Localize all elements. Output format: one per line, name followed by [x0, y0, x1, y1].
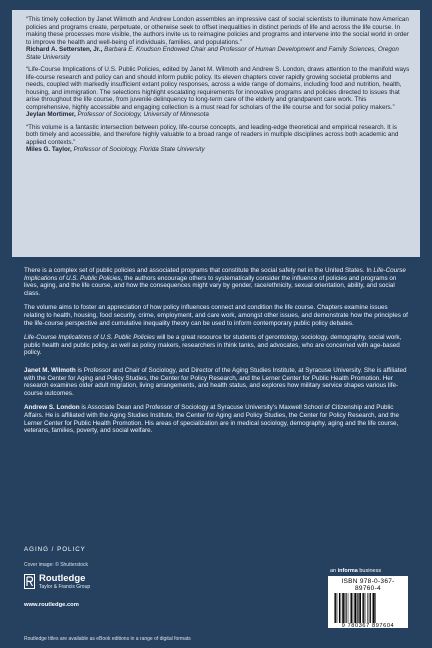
- barcode-bar: [344, 593, 345, 623]
- description-text: , the authors encourage others to systematically consider the influence of policies and programs on lives, aging, and the life course, and how the consequences might vary by gender, race/ethnicity, sexual orientation, ability, and social class.: [24, 274, 397, 297]
- routledge-logo-icon: [24, 574, 35, 589]
- barcode-bar: [372, 593, 373, 623]
- cover-image-credit: Cover image: © Shutterstock: [24, 562, 88, 568]
- barcode-bar: [375, 593, 376, 623]
- barcode-bar: [350, 593, 351, 623]
- barcode-bar: [335, 593, 336, 623]
- publisher-logo: [24, 574, 90, 590]
- barcode-bar: [342, 593, 344, 623]
- endorsement-attribution: [26, 146, 410, 154]
- endorser-name: Jeylan Mortimer,: [26, 111, 76, 118]
- author-name: Andrew S. London: [24, 404, 80, 412]
- endorsement-text: “This timely collection by Janet Wilmoth and Andrew London assembles an impressive cast of social scientists to illuminate how American policies and programs create, perpetuate, or otherwise seek to offset inequalities in distinct periods of life and across the life course. In making these processes more visible, the authors invite us to reimagine policies and programs and intervene into the social world in order to improve the health and well-being of individuals, families, and populations.”: [26, 16, 409, 46]
- book-title-italic: Life-Course Implications of U.S. Public Policies: [24, 334, 155, 342]
- barcode-bar: [370, 593, 371, 623]
- endorsement-quote: [26, 66, 410, 119]
- author-bio: [24, 404, 408, 434]
- barcode-bar: [357, 593, 358, 623]
- author-name: Janet M. Wilmoth: [24, 366, 76, 374]
- endorsements-panel: [12, 10, 420, 257]
- barcode-bar: [363, 593, 364, 623]
- endorsement-quote: [26, 16, 410, 61]
- endorser-title: Barbara E. Knudson Endowed Chair and Professor of Human Development and Family Sciences, Oregon State University: [26, 46, 399, 61]
- barcode-bar: [358, 593, 359, 623]
- barcode-bar: [365, 593, 366, 623]
- endorser-title: Professor of Sociology, Florida State University: [73, 146, 205, 153]
- book-title-italic: Life-Course Implications of U.S. Public Policies: [24, 267, 406, 282]
- publisher-url[interactable]: www.routledge.com: [24, 602, 79, 608]
- barcode-bar: [369, 593, 370, 623]
- author-bio: [24, 367, 408, 397]
- publisher-name: Routledge: [39, 573, 86, 584]
- author-bio-text: is Professor and Chair of Sociology, and Director of the Aging Studies Institute, at Syracuse University. She is affiliated with the Center for Aging and Policy Studies, the Center for Policy Research, and the Lerner Center for Public Health Promotion. Her research examines older adult migration, living arrangements, and health status, and explores how military service shapes various life-course outcomes.: [24, 366, 407, 397]
- informa-business-mark: [330, 568, 381, 574]
- barcode-icon: [333, 593, 403, 623]
- barcode-bar: [348, 593, 349, 623]
- description-text: There is a complex set of public policies and associated programs that constitute the social safety net in the United States. In: [24, 267, 374, 274]
- description-paragraph: [24, 334, 408, 357]
- barcode-bar: [334, 593, 335, 623]
- barcode-bar: [339, 593, 340, 623]
- description-paragraph: [24, 267, 408, 297]
- barcode-bar: [353, 593, 354, 623]
- description-paragraph: The volume aims to foster an appreciation of how policy influences connect and condition the life course. Chapters examine issues relating to health, housing, food security, crime, employment, and care work, amongst other issues, and demonstrate how the principles of the life-course perspective and cumulative inequality theory can be used to inform contemporary public policy debates.: [24, 304, 408, 327]
- barcode-digits: 9 780367 897604: [341, 623, 395, 629]
- informa-brand: informa: [337, 568, 358, 574]
- barcode-bar: [341, 593, 342, 623]
- barcode-bar: [367, 593, 368, 623]
- subject-category: AGING / POLICY: [24, 546, 86, 553]
- endorser-name: Richard A. Settersten, Jr.,: [26, 46, 103, 53]
- barcode-bar: [354, 593, 356, 623]
- description-text: will be a great resource for students of gerontology, sociology, demography, social work, public health and public policy, as well as policy makers, researchers in think tanks, and advocates, who are concerned with age-based policy.: [24, 334, 402, 357]
- endorsement-attribution: [26, 111, 410, 119]
- informa-suffix: business: [357, 568, 382, 574]
- informa-prefix: an: [330, 568, 338, 574]
- barcode-bar: [362, 593, 363, 623]
- barcode-bar: [337, 593, 338, 623]
- isbn-number: ISBN 978-0-367-89760-4: [341, 578, 395, 592]
- endorser-name: Miles G. Taylor,: [26, 146, 72, 153]
- author-bio-text: is Associate Dean and Professor of Sociology at Syracuse University’s Maxwell School of Citizenship and Public Affairs. He is affiliated with the Aging Studies Institute, the Center for Aging and Policy Studies, the Center for Policy Research, and the Lerner Center for Public Health Promotion. His areas of specialization are in medical sociology, demography, aging and the life course, veterans, families, poverty, and social welfare.: [24, 404, 399, 435]
- endorsement-text: “Life-Course Implications of U.S. Public Policies, edited by Janet M. Wilmoth and Andrew S. London, draws attention to the manifold ways life-course research and policy can and should inform public policy. Its eleven chapters cover rapidly growing societal problems and needs, coupled with markedly insufficient extant policy responses, across a wide range of domains, including food and nutrition, health, housing, and immigration. The selections highlight escalating requirements for innovative programs and policies directed to issues that arise throughout the life course, from juvenile delinquency to long-term care of the elderly and grandparent care work. This comprehensive, highly accessible and engaging collection is a must read for scholars of the life course and for social policy makers.”: [26, 66, 410, 111]
- ebook-note: Routledge titles are available as eBook editions in a range of digital formats: [24, 636, 191, 642]
- barcode-bar: [359, 593, 361, 623]
- publisher-group: Taylor & Francis Group: [39, 584, 91, 590]
- barcode-bar: [346, 593, 347, 623]
- barcode-box: [328, 576, 408, 628]
- barcode-bar: [373, 593, 375, 623]
- barcode-bar: [351, 593, 352, 623]
- book-description: [24, 267, 408, 442]
- endorser-title: Professor of Sociology, University of Minnesota: [77, 111, 209, 118]
- endorsement-quote: [26, 124, 410, 154]
- endorsement-attribution: [26, 46, 410, 61]
- endorsement-text: “This volume is a fantastic intersection between policy, life-course concepts, and leading-edge theoretical and empirical research. It is both timely and accessible, and therefore highly valuable to a broad range of readers in multiple disciplines across both academic and applied contexts.”: [26, 123, 399, 146]
